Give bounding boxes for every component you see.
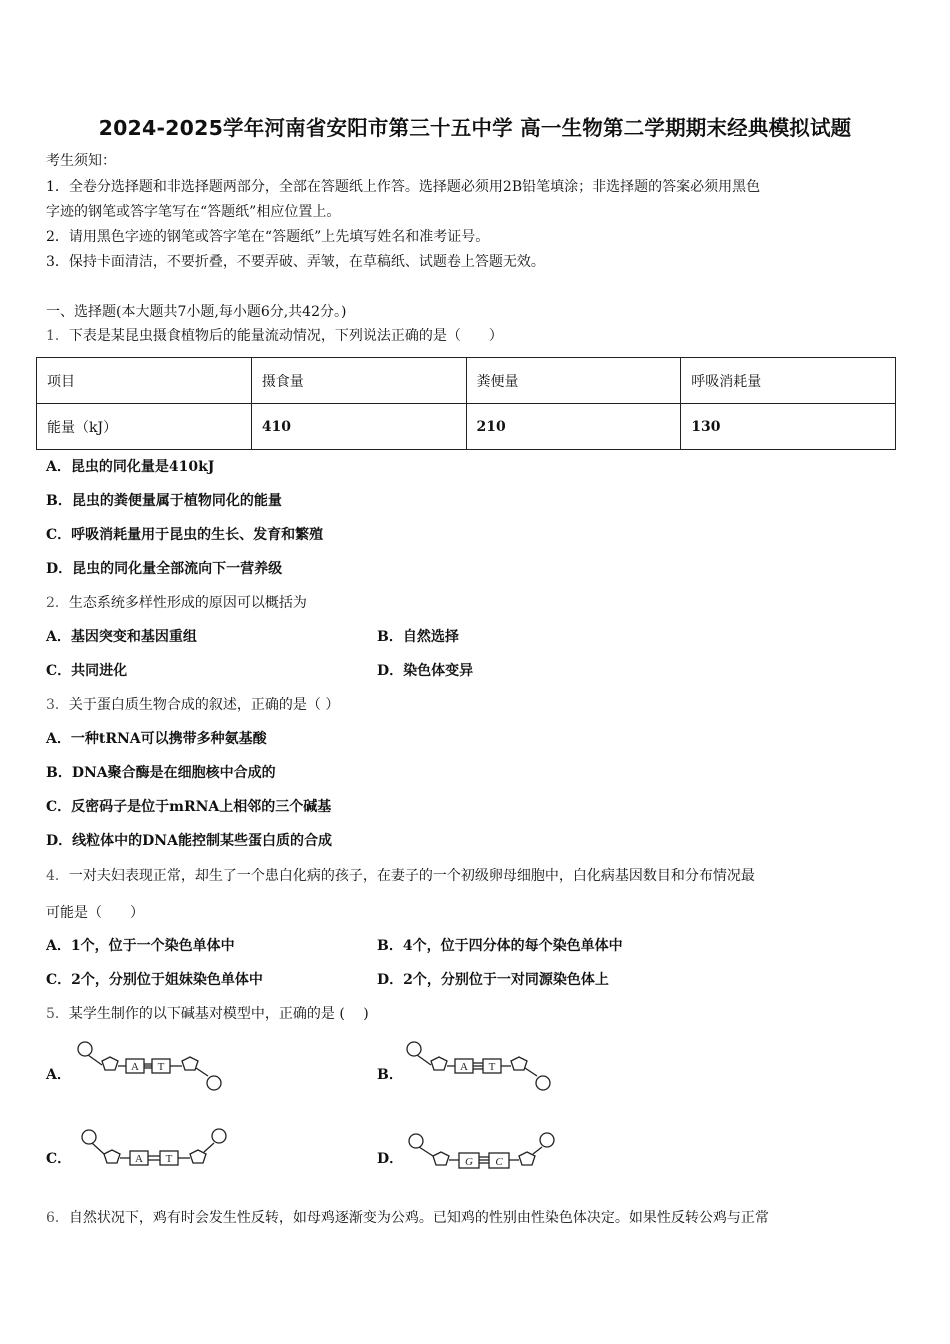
q1-stem xyxy=(46,326,503,346)
table-row xyxy=(37,404,896,450)
q4-option-c[interactable]: C．2个，分别位于姐妹染色单体中 xyxy=(46,972,263,988)
q2-number: 2． xyxy=(46,595,69,611)
table-header-row xyxy=(37,358,896,404)
q1-stem-text: 下表是某昆虫摄食植物后的能量流动情况，下列说法正确的是（ ） xyxy=(68,328,503,344)
table-header-cell: 摄食量 xyxy=(251,358,466,404)
q6-number: 6． xyxy=(46,1210,69,1226)
q5-stem xyxy=(46,1004,369,1024)
q5-b-base-1: A xyxy=(460,1061,468,1073)
table-cell: 210 xyxy=(466,404,681,450)
q5-a-base-2: T xyxy=(157,1061,165,1073)
q4-option-a[interactable]: A．1个，位于一个染色单体中 xyxy=(46,938,235,954)
q2-option-a[interactable]: A．基因突变和基因重组 xyxy=(46,629,197,645)
q4-stem-text: 一对夫妇表现正常，却生了一个患白化病的孩子，在妻子的一个初级卵母细胞中，白化病基因数目和分布情况最 xyxy=(68,868,755,884)
q5-option-a-label[interactable]: A． xyxy=(46,1067,71,1083)
q5-model-c[interactable] xyxy=(78,1124,230,1174)
q1-option-c[interactable]: C．呼吸消耗量用于昆虫的生长、发育和繁殖 xyxy=(46,527,324,543)
q5-model-a[interactable] xyxy=(74,1038,226,1096)
q3-stem xyxy=(46,695,339,715)
table-cell: 能量（kJ） xyxy=(37,404,252,450)
q3-stem-text: 关于蛋白质生物合成的叙述，正确的是（ ） xyxy=(68,697,340,713)
q4-stem-cont: 可能是（ ） xyxy=(46,905,144,921)
table-header-cell: 粪便量 xyxy=(466,358,681,404)
notice-heading: 考生须知： xyxy=(46,153,116,169)
q5-b-base-2: T xyxy=(488,1061,496,1073)
q2-stem xyxy=(46,593,307,613)
notice-item-1: 1．全卷分选择题和非选择题两部分，全部在答题纸上作答。选择题必须用2B铅笔填涂；非选择题的答案必须用黑色 xyxy=(46,179,761,195)
q1-option-d[interactable]: D．昆虫的同化量全部流向下一营养级 xyxy=(46,561,283,577)
table-cell: 130 xyxy=(681,404,896,450)
q4-option-d[interactable]: D．2个，分别位于一对同源染色体上 xyxy=(377,972,609,988)
q5-model-d[interactable] xyxy=(405,1128,557,1176)
q3-option-c[interactable]: C．反密码子是位于mRNA上相邻的三个碱基 xyxy=(46,799,332,815)
q2-option-b[interactable]: B．自然选择 xyxy=(377,629,459,645)
q1-number: 1． xyxy=(46,328,69,344)
q2-stem-text: 生态系统多样性形成的原因可以概括为 xyxy=(68,595,307,611)
q6-stem-text: 自然状况下，鸡有时会发生性反转，如母鸡逐渐变为公鸡。已知鸡的性别由性染色体决定。如果性反转公鸡与正常 xyxy=(68,1210,769,1226)
q5-option-c-label[interactable]: C． xyxy=(46,1151,72,1167)
q5-c-base-1: A xyxy=(135,1153,143,1165)
q5-stem-text: 某学生制作的以下碱基对模型中，正确的是 ( ) xyxy=(68,1006,369,1022)
q1-option-b[interactable]: B．昆虫的粪便量属于植物同化的能量 xyxy=(46,493,282,509)
notice-item-2: 2．请用黑色字迹的钢笔或答字笔在“答题纸”上先填写姓名和准考证号。 xyxy=(46,229,490,245)
q5-d-base-2: C xyxy=(495,1156,503,1168)
notice-item-1-cont: 字迹的钢笔或答字笔写在“答题纸”相应位置上。 xyxy=(46,204,341,220)
q5-model-b[interactable] xyxy=(403,1038,555,1096)
q5-number: 5． xyxy=(46,1006,69,1022)
exam-title: 2024-2025学年河南省安阳市第三十五中学 高一生物第二学期期末经典模拟试题 xyxy=(98,116,852,140)
q4-number: 4． xyxy=(46,868,69,884)
q3-option-a[interactable]: A．一种tRNA可以携带多种氨基酸 xyxy=(46,731,267,747)
section-heading: 一、选择题(本大题共7小题,每小题6分,共42分。) xyxy=(46,304,347,320)
q1-option-a[interactable]: A．昆虫的同化量是410kJ xyxy=(46,459,215,475)
q5-a-base-1: A xyxy=(131,1061,139,1073)
table-header-cell: 呼吸消耗量 xyxy=(681,358,896,404)
q2-option-d[interactable]: D．染色体变异 xyxy=(377,663,474,679)
q3-option-b[interactable]: B．DNA聚合酶是在细胞核中合成的 xyxy=(46,765,276,781)
energy-table xyxy=(36,357,896,450)
q5-c-base-2: T xyxy=(165,1153,173,1165)
q5-option-b-label[interactable]: B． xyxy=(377,1067,403,1083)
q3-option-d[interactable]: D．线粒体中的DNA能控制某些蛋白质的合成 xyxy=(46,833,332,849)
q4-stem xyxy=(46,866,755,886)
table-cell: 410 xyxy=(251,404,466,450)
q3-number: 3． xyxy=(46,697,69,713)
q4-option-b[interactable]: B．4个，位于四分体的每个染色单体中 xyxy=(377,938,623,954)
notice-item-3: 3．保持卡面清洁，不要折叠，不要弄破、弄皱，在草稿纸、试题卷上答题无效。 xyxy=(46,254,545,270)
q6-stem xyxy=(46,1208,769,1228)
q5-option-d-label[interactable]: D． xyxy=(377,1151,404,1167)
q2-option-c[interactable]: C．共同进化 xyxy=(46,663,128,679)
table-header-cell: 项目 xyxy=(37,358,252,404)
q5-d-base-1: G xyxy=(465,1156,473,1168)
